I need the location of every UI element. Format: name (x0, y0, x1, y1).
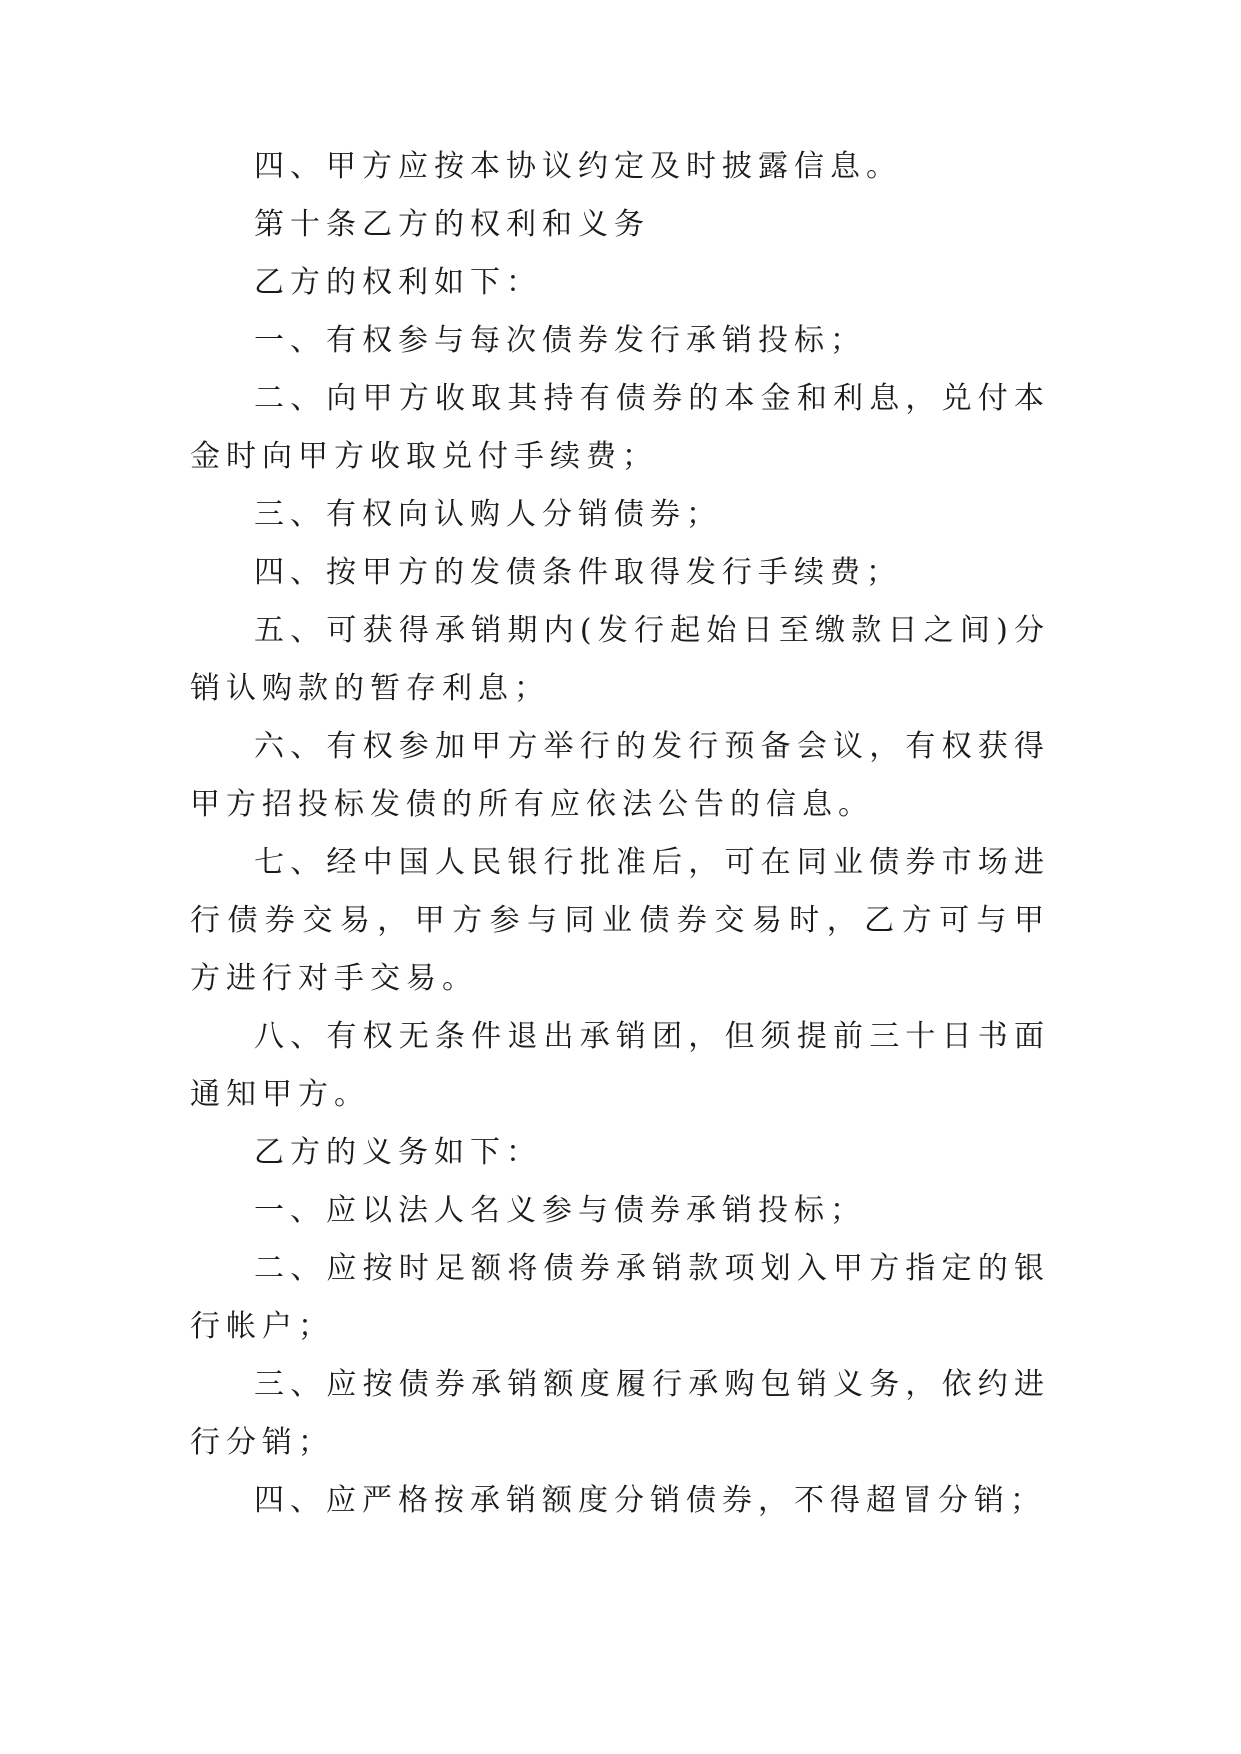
obligation-item-2: 二、应按时足额将债券承销款项划入甲方指定的银行帐户； (190, 1251, 1050, 1344)
right-item-1: 一、有权参与每次债券发行承销投标； (254, 323, 866, 358)
obligations-intro: 乙方的义务如下： (254, 1135, 542, 1170)
obligation-item-3: 三、应按债券承销额度履行承购包销义务，依约进行分销； (190, 1367, 1050, 1460)
right-item-6: 六、有权参加甲方举行的发行预备会议，有权获得甲方招投标发债的所有应依法公告的信息。 (190, 729, 1050, 822)
obligation-item-4: 四、应严格按承销额度分销债券，不得超冒分销； (254, 1483, 1046, 1518)
rights-intro: 乙方的权利如下： (254, 265, 542, 300)
right-item-2: 二、向甲方收取其持有债券的本金和利息，兑付本金时向甲方收取兑付手续费； (190, 381, 1050, 474)
document-page (190, 138, 1050, 1530)
right-item-8: 八、有权无条件退出承销团，但须提前三十日书面通知甲方。 (190, 1019, 1050, 1112)
right-item-5: 五、可获得承销期内(发行起始日至缴款日之间)分销认购款的暂存利息； (190, 613, 1050, 706)
paragraph-disclosure: 四、甲方应按本协议约定及时披露信息。 (254, 149, 902, 184)
article-ten-heading: 第十条乙方的权利和义务 (254, 207, 650, 242)
right-item-3: 三、有权向认购人分销债券； (254, 497, 722, 532)
right-item-7: 七、经中国人民银行批准后，可在同业债券市场进行债券交易，甲方参与同业债券交易时，乙方可与甲方进行对手交易。 (190, 845, 1050, 996)
right-item-4: 四、按甲方的发债条件取得发行手续费； (254, 555, 902, 590)
obligation-item-1: 一、应以法人名义参与债券承销投标； (254, 1193, 866, 1228)
